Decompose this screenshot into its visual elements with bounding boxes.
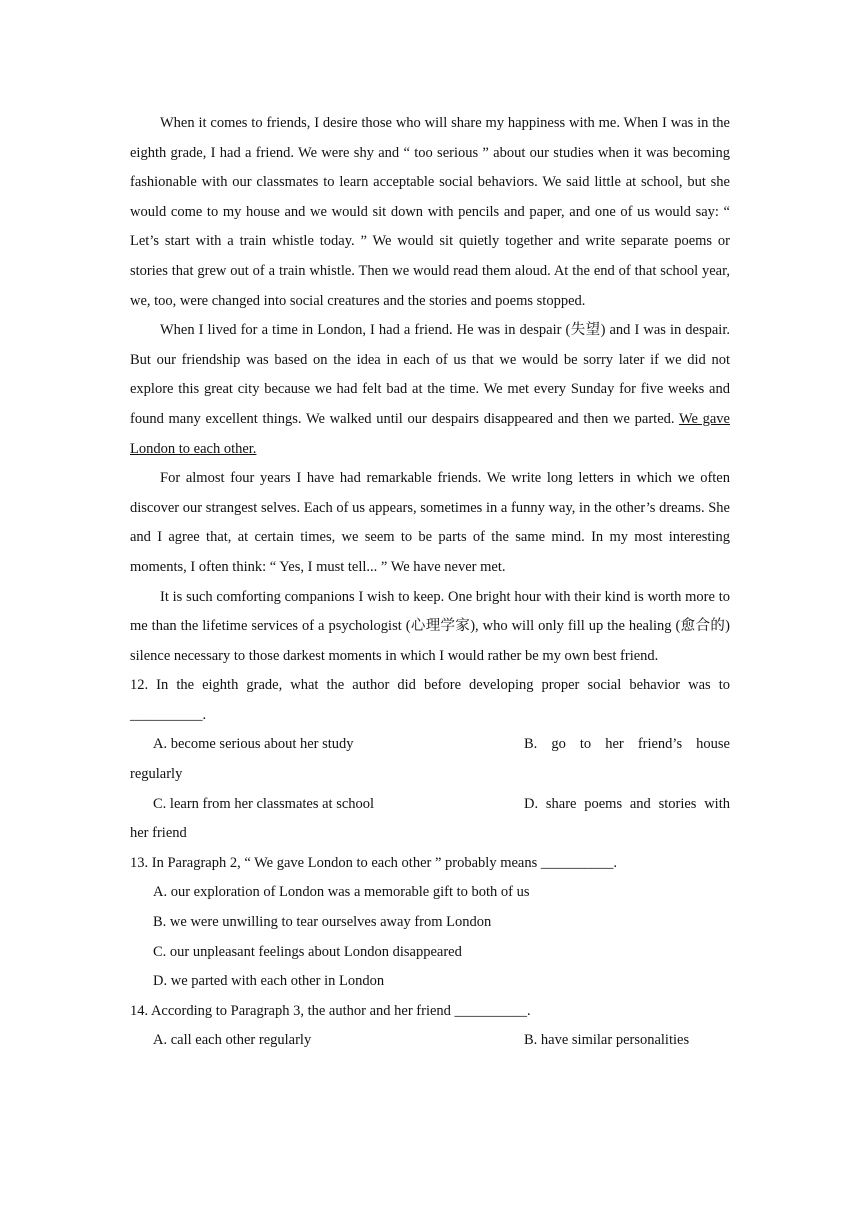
- option-13-d: D. we parted with each other in London: [153, 973, 385, 990]
- question-12-stem: 12. In the eighth grade, what the author did before developing proper social behavior was to __________.: [130, 677, 730, 723]
- question-14-stem: 14. According to Paragraph 3, the author and her friend __________.: [130, 1002, 531, 1019]
- paragraph-4: It is such comforting companions I wish to keep. One bright hour with their kind is worth more to me than the lifetime services of a psychologist (心理学家), who will only fill up the healing (愈合的) silence necessary to those darkest moments in which I would rather be my own best friend.: [130, 588, 730, 664]
- option-13-a: A. our exploration of London was a memorable gift to both of us: [153, 884, 530, 901]
- paragraph-2: [130, 316, 730, 464]
- paragraph-2-text: When I lived for a time in London, I had a friend. He was in despair (失望) and I was in despair. But our friendship was based on the idea in each of us that we would be sorry later if we did not explore this great city because we had felt bad at the time. We met every Sunday for five weeks and found many excellent things. We walked until our despairs disappeared and then we parted.: [130, 322, 730, 427]
- question-12-options-cd: [130, 790, 730, 820]
- question-13-stem: 13. In Paragraph 2, “ We gave London to each other ” probably means __________.: [130, 854, 617, 871]
- question-14-options-ab: [130, 1026, 730, 1056]
- option-12-d-continued: her friend: [130, 825, 187, 842]
- option-12-d: D. share poems and stories with: [524, 795, 730, 812]
- option-14-a: A. call each other regularly: [153, 1032, 312, 1049]
- option-14-b: B. have similar personalities: [524, 1032, 690, 1049]
- option-12-b-continued: regularly: [130, 766, 183, 783]
- question-12-options-ab: [130, 730, 730, 760]
- option-12-b: B. go to her friend’s house: [524, 736, 730, 753]
- option-13-c: C. our unpleasant feelings about London disappeared: [153, 943, 462, 960]
- document-page: [130, 109, 730, 1056]
- underlined-sentence: We gave London to each other.: [130, 410, 730, 457]
- option-12-c: C. learn from her classmates at school: [153, 795, 375, 812]
- option-12-a: A. become serious about her study: [153, 736, 354, 753]
- option-13-b: B. we were unwilling to tear ourselves away from London: [153, 914, 492, 931]
- paragraph-3: For almost four years I have had remarkable friends. We write long letters in which we often discover our strangest selves. Each of us appears, sometimes in a funny way, in the other’s dreams. She and I agree that, at certain times, we seem to be parts of the same mind. In my most interesting moments, I often think: “ Yes, I must tell... ” We have never met.: [130, 470, 730, 575]
- paragraph-1: When it comes to friends, I desire those who will share my happiness with me. When I was in the eighth grade, I had a friend. We were shy and “ too serious ” about our studies when it was becoming fashionable with our classmates to learn acceptable social behaviors. We said little at school, but she would come to my house and we would sit down with pencils and paper, and one of us would say: “ Let’s start with a train whistle today. ” We would sit quietly together and write separate poems or stories that grew out of a train whistle. Then we would read them aloud. At the end of that school year, we, too, were changed into social creatures and the stories and poems stopped.: [130, 115, 730, 309]
